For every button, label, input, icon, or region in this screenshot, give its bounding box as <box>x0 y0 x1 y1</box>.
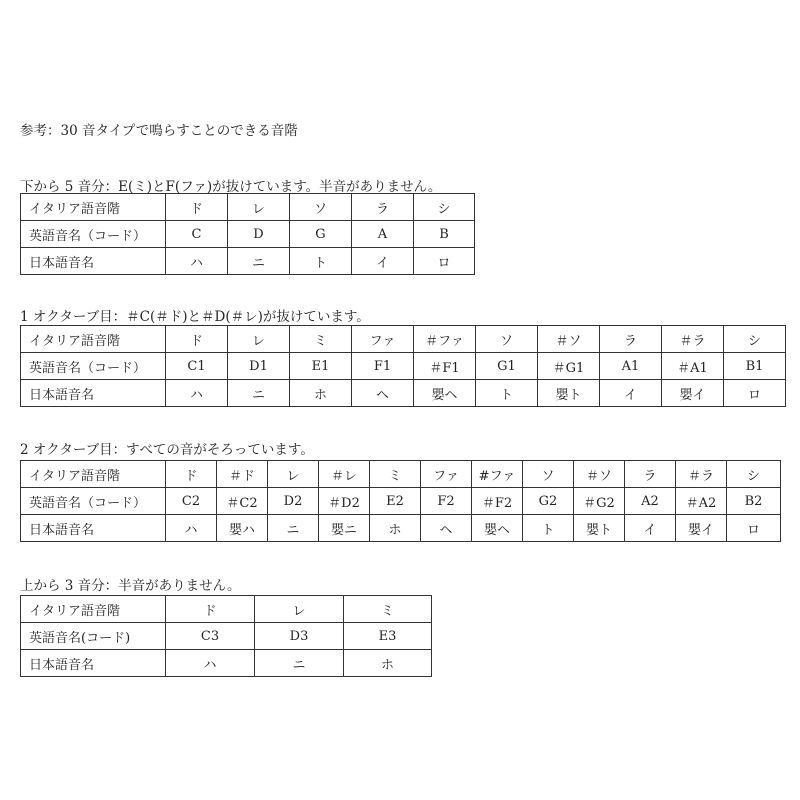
note-cell: G1 <box>476 353 538 380</box>
japanese-name-row <box>21 248 475 275</box>
note-cell: ＃C2 <box>217 488 268 515</box>
note-cell: ＃ド <box>217 461 268 488</box>
note-cell: 嬰ヘ <box>414 380 476 407</box>
note-cell: ＃ソ <box>574 461 625 488</box>
scale-table <box>20 193 475 275</box>
english-name-row <box>21 623 432 650</box>
note-cell: ハ <box>166 515 217 542</box>
row-label: 日本語音名 <box>21 380 166 407</box>
english-name-row <box>21 221 475 248</box>
note-cell: ニ <box>268 515 319 542</box>
note-cell: D1 <box>228 353 290 380</box>
note-cell: イ <box>352 248 414 275</box>
note-cell: ＃A1 <box>662 353 724 380</box>
note-cell: ラ <box>625 461 676 488</box>
note-cell: ＃ラ <box>662 326 724 353</box>
row-label: イタリア語音階 <box>21 461 166 488</box>
row-label: 英語音名(コード) <box>21 623 166 650</box>
section-heading: 下から 5 音分：E(ミ)とF(ファ)が抜けています。半音がありません。 <box>20 179 442 195</box>
note-cell: D3 <box>255 623 344 650</box>
note-cell: ロ <box>724 380 786 407</box>
section-heading: 1 オクターブ目：＃C(＃ド)と＃D(＃レ)が抜けています。 <box>20 309 370 325</box>
note-cell: 嬰ト <box>538 380 600 407</box>
note-cell: ニ <box>228 380 290 407</box>
note-cell: ホ <box>370 515 421 542</box>
note-cell: ド <box>166 461 217 488</box>
note-cell: ミ <box>370 461 421 488</box>
note-cell: F2 <box>421 488 472 515</box>
note-cell: 嬰ヘ <box>472 515 523 542</box>
japanese-name-row <box>21 380 786 407</box>
italian-scale-row <box>21 461 781 488</box>
italian-scale-row <box>21 194 475 221</box>
row-label: 日本語音名 <box>21 515 166 542</box>
note-cell: ファ <box>421 461 472 488</box>
note-cell: D2 <box>268 488 319 515</box>
note-cell: ＃G2 <box>574 488 625 515</box>
note-cell: イ <box>625 515 676 542</box>
note-cell: ロ <box>414 248 475 275</box>
note-cell: ハ <box>166 650 255 677</box>
japanese-name-row <box>21 515 781 542</box>
note-cell: ソ <box>523 461 574 488</box>
note-cell: B <box>414 221 475 248</box>
note-cell: ＃ラ <box>676 461 727 488</box>
scale-table <box>20 595 432 677</box>
note-cell: A <box>352 221 414 248</box>
note-cell: ソ <box>290 194 352 221</box>
note-cell: B2 <box>727 488 781 515</box>
italian-scale-row <box>21 596 432 623</box>
note-cell: F1 <box>352 353 414 380</box>
note-cell: ＃G1 <box>538 353 600 380</box>
note-cell: D <box>228 221 290 248</box>
note-cell: B1 <box>724 353 786 380</box>
note-cell: C2 <box>166 488 217 515</box>
note-cell: A2 <box>625 488 676 515</box>
row-label: 英語音名（コード） <box>21 488 166 515</box>
row-label: 日本語音名 <box>21 248 166 275</box>
note-cell: ト <box>290 248 352 275</box>
note-cell: ＃ファ <box>414 326 476 353</box>
note-cell: ハ <box>166 248 228 275</box>
note-cell: ホ <box>290 380 352 407</box>
section-heading: 2 オクターブ目：すべての音がそろっています。 <box>20 442 314 458</box>
page-note: 参考：30 音タイプで鳴らすことのできる音階 <box>20 123 298 139</box>
note-cell: ソ <box>476 326 538 353</box>
note-cell: ラ <box>352 194 414 221</box>
note-cell: ホ <box>344 650 432 677</box>
note-cell: レ <box>255 596 344 623</box>
note-cell: シ <box>727 461 781 488</box>
note-cell: G <box>290 221 352 248</box>
note-cell: E1 <box>290 353 352 380</box>
note-cell: ＃A2 <box>676 488 727 515</box>
row-label: イタリア語音階 <box>21 596 166 623</box>
note-cell: G2 <box>523 488 574 515</box>
english-name-row <box>21 353 786 380</box>
row-label: 英語音名（コード） <box>21 221 166 248</box>
english-name-row <box>21 488 781 515</box>
note-cell: レ <box>228 194 290 221</box>
note-cell: ＃レ <box>319 461 370 488</box>
note-cell: ロ <box>727 515 781 542</box>
section-heading: 上から 3 音分：半音がありません。 <box>20 578 241 594</box>
italian-scale-row <box>21 326 786 353</box>
note-cell: 嬰ト <box>574 515 625 542</box>
note-cell: ド <box>166 326 228 353</box>
note-cell: C3 <box>166 623 255 650</box>
japanese-name-row <box>21 650 432 677</box>
note-cell: ヘ <box>421 515 472 542</box>
note-cell: A1 <box>600 353 662 380</box>
note-cell: ＃ソ <box>538 326 600 353</box>
row-label: イタリア語音階 <box>21 326 166 353</box>
row-label: イタリア語音階 <box>21 194 166 221</box>
note-cell: ト <box>523 515 574 542</box>
note-cell: ド <box>166 194 228 221</box>
note-cell: ＃F1 <box>414 353 476 380</box>
note-cell: ト <box>476 380 538 407</box>
note-cell: C1 <box>166 353 228 380</box>
note-cell: ヘ <box>352 380 414 407</box>
note-cell: シ <box>724 326 786 353</box>
note-cell: 嬰ニ <box>319 515 370 542</box>
note-cell: ド <box>166 596 255 623</box>
note-cell: ニ <box>228 248 290 275</box>
scale-table <box>20 325 786 407</box>
note-cell: ラ <box>600 326 662 353</box>
scale-table <box>20 460 781 542</box>
note-cell: ミ <box>290 326 352 353</box>
note-cell: イ <box>600 380 662 407</box>
note-cell: C <box>166 221 228 248</box>
note-cell: ＃F2 <box>472 488 523 515</box>
note-cell: ニ <box>255 650 344 677</box>
note-cell: ファ <box>352 326 414 353</box>
note-cell: 嬰イ <box>676 515 727 542</box>
note-cell: #ファ <box>472 461 523 488</box>
note-cell: ミ <box>344 596 432 623</box>
note-cell: 嬰イ <box>662 380 724 407</box>
note-cell: シ <box>414 194 475 221</box>
note-cell: ハ <box>166 380 228 407</box>
note-cell: レ <box>228 326 290 353</box>
note-cell: E2 <box>370 488 421 515</box>
row-label: 日本語音名 <box>21 650 166 677</box>
note-cell: レ <box>268 461 319 488</box>
row-label: 英語音名（コード） <box>21 353 166 380</box>
note-cell: E3 <box>344 623 432 650</box>
note-cell: 嬰ハ <box>217 515 268 542</box>
note-cell: ＃D2 <box>319 488 370 515</box>
